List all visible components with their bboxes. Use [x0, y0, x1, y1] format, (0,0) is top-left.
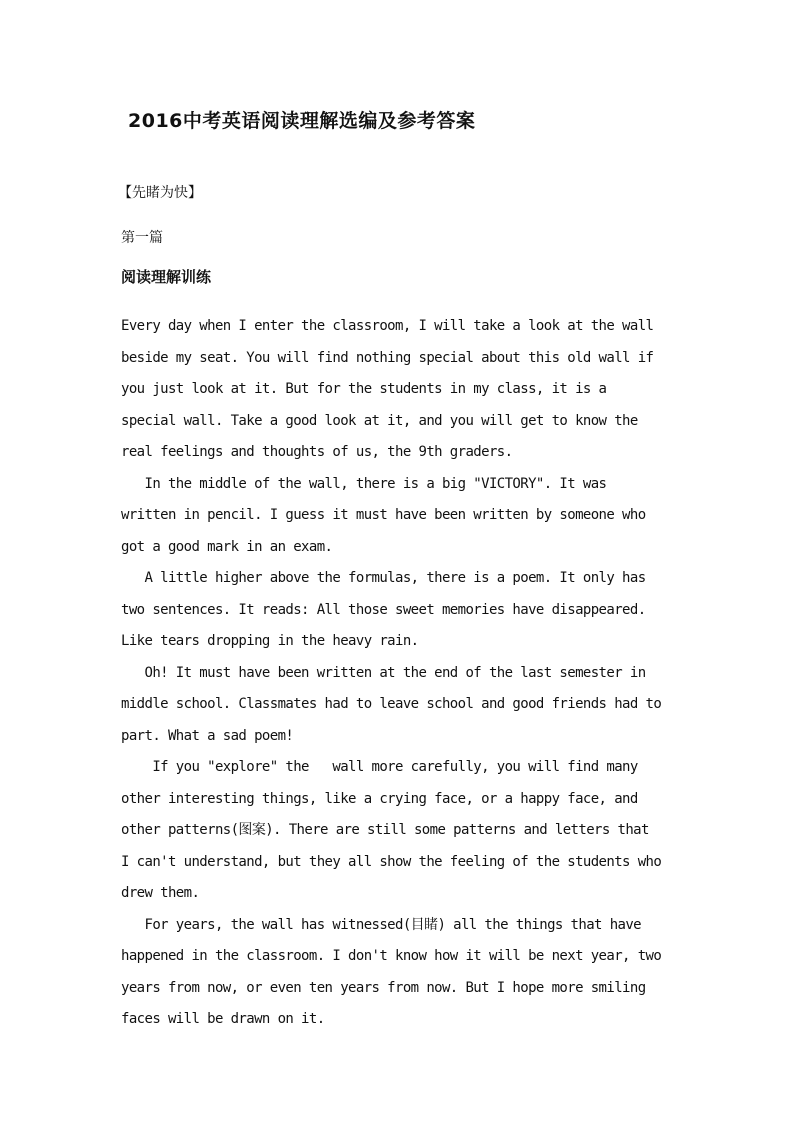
document-title: 2016中考英语阅读理解选编及参考答案: [128, 110, 476, 132]
passage-line: drew them.: [121, 885, 200, 901]
passage-line: other interesting things, like a crying face, or a happy face, and: [121, 790, 638, 807]
passage-line: two sentences. It reads: All those sweet memories have disappeared.: [121, 601, 646, 618]
exercise-heading: 阅读理解训练: [121, 268, 212, 286]
section-label: 第一篇: [121, 230, 163, 246]
passage-line: you just look at it. But for the students in my class, it is a: [121, 381, 607, 397]
passage-line: Every day when I enter the classroom, I will take a look at the wall: [121, 318, 654, 334]
reading-passage: [121, 311, 701, 1036]
passage-line: In the middle of the wall, there is a big "VICTORY". It was: [121, 475, 607, 492]
passage-line: special wall. Take a good look at it, and you will get to know the: [121, 412, 638, 429]
passage-line: Oh! It must have been written at the end of the last semester in: [121, 664, 646, 681]
passage-line: real feelings and thoughts of us, the 9th graders.: [121, 444, 513, 460]
passage-line: years from now, or even ten years from now. But I hope more smiling: [121, 979, 646, 996]
passage-line: If you "explore" the wall more carefully, you will find many: [121, 759, 638, 775]
passage-line: Like tears dropping in the heavy rain.: [121, 633, 419, 649]
passage-line: other patterns(图案). There are still some patterns and letters that: [121, 822, 649, 838]
passage-line: beside my seat. You will find nothing special about this old wall if: [121, 349, 654, 366]
passage-line: faces will be drawn on it.: [121, 1011, 325, 1027]
passage-line: got a good mark in an exam.: [121, 538, 333, 555]
passage-line: middle school. Classmates had to leave school and good friends had to: [121, 696, 662, 712]
passage-line: written in pencil. I guess it must have been written by someone who: [121, 507, 646, 523]
passage-line: A little higher above the formulas, there is a poem. It only has: [121, 570, 646, 586]
passage-line: I can't understand, but they all show the feeling of the students who: [121, 853, 662, 870]
preview-note: 【先睹为快】: [118, 185, 202, 201]
passage-line: happened in the classroom. I don't know how it will be next year, two: [121, 948, 662, 964]
passage-line: part. What a sad poem!: [121, 727, 294, 744]
passage-line: For years, the wall has witnessed(目睹) all the things that have: [121, 916, 642, 933]
